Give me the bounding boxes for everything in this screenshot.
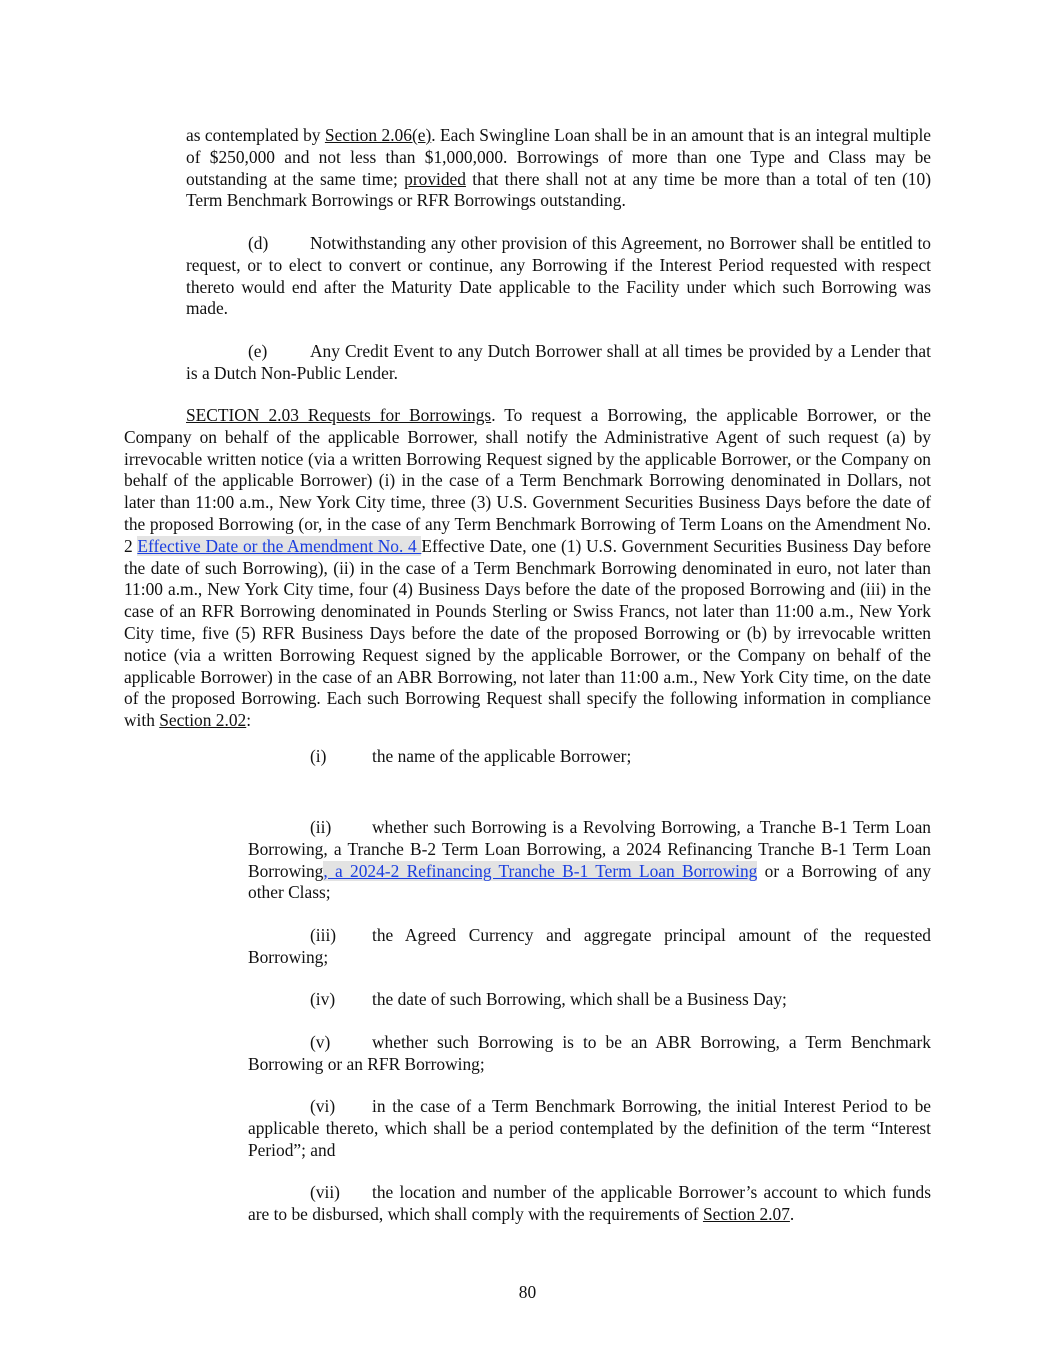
list-item-iii — [248, 925, 931, 969]
item-number: (vi) — [310, 1096, 336, 1116]
item-text: whether such Borrowing is a Revolving Borrowing, a Tranche B-1 Term Loan Borrowing, a Tranche B-2 Term Loan Borrowing, a 2024 Refinancing Tranche B-1 Term Loan Borrowing — [248, 817, 931, 881]
list-item-vii — [248, 1182, 931, 1226]
item-text: . — [789, 1203, 795, 1224]
item-number: (vii) — [310, 1182, 340, 1202]
list-item-ii — [248, 817, 931, 904]
paragraph-borrowing-limits — [186, 125, 931, 212]
text: : — [246, 710, 252, 731]
provided-term: provided — [404, 168, 466, 189]
text: . To request a Borrowing, the applicable Borrower, or the Company on behalf of the applicable Borrower, shall notify the Administrative Agent of such request (a) by irrevocable written notice (via a written Borrowing Request signed by the applicable Borrower, or the Company on behalf of the applicable Borrower) (i) in the case of a Term Benchmark Borrowing denominated in Dollars, not later than 11:00 a.m., New York City time, three (3) U.S. Government Securities Business Days before the date of the proposed Borrowing (or, in the case of any Term Benchmark Borrowing of Term Loans on the Amendment No. 2 — [124, 405, 931, 556]
text: . Each Swingline Loan shall be in an amount that is an integral multiple of $250,000 and not less than $1,000,000. Borrowings of more than one Type and Class may be outstanding at the same time; — [186, 125, 931, 189]
item-text: the Agreed Currency and aggregate principal amount of the requested Borrowing; — [248, 925, 931, 967]
item-text: in the case of a Term Benchmark Borrowing, the initial Interest Period to be applicable thereto, which shall be a period contemplated by the definition of the term “Interest Period”; and — [248, 1096, 931, 1160]
item-number: (v) — [310, 1032, 331, 1052]
paragraph-d — [186, 233, 931, 320]
list-item-v — [248, 1032, 931, 1076]
clause-number: (e) — [248, 341, 268, 361]
section-2-03-paragraph — [124, 405, 931, 732]
text: as contemplated by — [186, 125, 325, 145]
section-reference[interactable]: Section 2.07 — [702, 1203, 790, 1224]
clause-text: Notwithstanding any other provision of this Agreement, no Borrower shall be entitled to request, or to elect to convert or continue, any Borrowing if the Interest Period requested with respect thereto would end after the Maturity Date applicable to the Facility under which such Borrowing was made. — [186, 233, 931, 319]
clause-text: Any Credit Event to any Dutch Borrower shall at all times be provided by a Lender that is a Dutch Non-Public Lender. — [186, 341, 931, 383]
item-number: (i) — [310, 746, 327, 766]
clause-number: (d) — [248, 233, 269, 253]
list-item-iv — [248, 989, 931, 1011]
inserted-text: Effective Date or the Amendment No. 4 — [137, 535, 422, 556]
text: that there shall not at any time be more than a total of ten (10) Term Benchmark Borrowings or RFR Borrowings outstanding. — [186, 168, 931, 211]
inserted-text: , a 2024-2 Refinancing Tranche B-1 Term Loan Borrowing — [323, 860, 758, 881]
item-number: (iii) — [310, 925, 337, 945]
item-number: (iv) — [310, 989, 336, 1009]
item-text: the name of the applicable Borrower; — [372, 746, 632, 766]
text: Effective Date, one (1) U.S. Government Securities Business Day before the date of such Borrowing), (ii) in the case of a Term Benchmark Borrowing denominated in euro, not later than 11:00 a.m., New York City time, four (4) Business Days before the date of the proposed Borrowing and (iii) in the case of an RFR Borrowing denominated in Pounds Sterling or Swiss Francs, not later than 11:00 a.m., New York City time, five (5) RFR Business Days before the date of the proposed Borrowing or (b) by irrevocable written notice (via a written Borrowing Request signed by the applicable Borrower, or the Company on behalf of the applicable Borrower) in the case of an ABR Borrowing, not later than 11:00 a.m., New York City time, on the date of the proposed Borrowing. Each such Borrowing Request shall specify the following information in compliance with — [124, 535, 931, 731]
list-item-i — [248, 746, 931, 768]
section-reference[interactable]: Section 2.02 — [159, 710, 247, 731]
paragraph-e — [186, 341, 931, 385]
list-item-vi — [248, 1096, 931, 1161]
item-text: or a Borrowing of any other Class; — [248, 860, 931, 903]
section-reference[interactable]: Section 2.06(e) — [324, 125, 432, 145]
item-number: (ii) — [310, 817, 332, 837]
page-number: 80 — [518, 1282, 537, 1302]
item-text: the location and number of the applicable Borrower’s account to which funds are to be disbursed, which shall comply with the requirements of — [248, 1182, 931, 1224]
item-text: whether such Borrowing is to be an ABR Borrowing, a Term Benchmark Borrowing or an RFR Borrowing; — [248, 1032, 931, 1074]
item-text: the date of such Borrowing, which shall be a Business Day; — [372, 989, 787, 1009]
section-heading: SECTION 2.03 Requests for Borrowings — [186, 405, 492, 425]
